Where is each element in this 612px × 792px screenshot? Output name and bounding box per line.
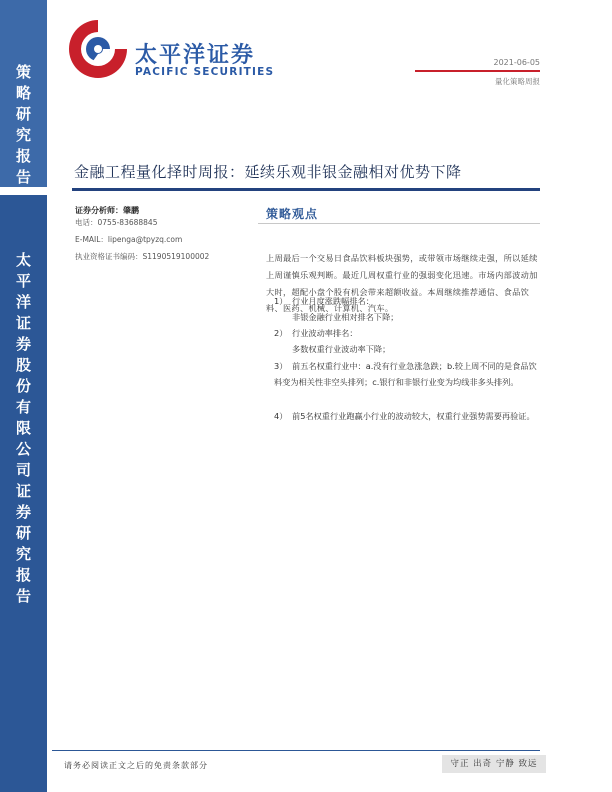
list-item-text: 行业月度涨跌幅排名： [292, 296, 374, 306]
disclaimer-notice: 请务必阅读正文之后的免责条款部分 [64, 761, 208, 770]
list-item-text: 前五名权重行业中：a.没有行业急涨急跌；b.较上周不同的是食品饮料变为相关性非空头排列；c.银行和非银行业变为均线非多头排列。 [274, 361, 537, 388]
list-item [274, 293, 540, 309]
sidebar-char: 究 [15, 126, 31, 144]
list-item-number: 3） [274, 361, 288, 371]
sidebar-char: 司 [15, 461, 31, 479]
sidebar-char: 证 [15, 482, 31, 500]
sidebar-char: 平 [15, 272, 31, 290]
analyst-name: 肇鹏 [123, 206, 139, 215]
sidebar-char: 略 [15, 84, 31, 102]
strategy-view-divider [258, 223, 540, 224]
list-item [274, 325, 540, 341]
list-item-text: 前5名权重行业跑赢小行业的波动较大，权重行业强势需要再验证。 [292, 411, 535, 421]
strategy-paragraph: 上周最后一个交易日食品饮料板块强势，或带领市场继续走强，所以延续上周谨慎乐观判断。最近几周权重行业的强弱变化迅速。市场内部波动加大时，超配小盘个股有机会带来超额收益。本周继续推荐通信、食品饮料、医药、机械、计算机、汽车。 [266, 253, 538, 314]
title-divider [72, 188, 540, 191]
sidebar-char: 研 [15, 524, 31, 542]
sidebar-char: 公 [15, 440, 31, 458]
footer-motto: 守正 出奇 宁静 致远 [450, 759, 538, 769]
list-item-sub: 多数权重行业波动率下降； [292, 344, 391, 354]
sidebar-char: 券 [15, 503, 31, 521]
list-item [274, 358, 540, 390]
sidebar-char: 洋 [15, 293, 31, 311]
sidebar-char: 券 [15, 335, 31, 353]
brand-name-en: PACIFIC SECURITIES [135, 66, 275, 78]
sidebar-char: 报 [15, 147, 31, 165]
sidebar-company-name [0, 250, 47, 607]
strategy-view-heading: 策略观点 [266, 207, 319, 221]
list-item-number: 4） [274, 411, 288, 421]
list-item [274, 408, 540, 424]
page-title: 金融工程量化择时周报：延续乐观非银金融相对优势下降 [74, 163, 462, 181]
sidebar-char: 策 [15, 63, 31, 81]
pacific-securities-logo-icon [63, 16, 133, 82]
analyst-phone: 电话：0755-83688845 [75, 218, 158, 227]
sidebar-char: 太 [15, 251, 31, 269]
brand-name-cn: 太平洋证券 [135, 43, 256, 68]
sidebar-char: 份 [15, 377, 31, 395]
report-date: 2021-06-05 [493, 58, 540, 67]
sidebar-char: 报 [15, 566, 31, 584]
sidebar-char: 证 [15, 314, 31, 332]
list-item-text: 行业波动率排名： [292, 328, 358, 338]
sidebar-char: 有 [15, 398, 31, 416]
header-red-rule [415, 70, 540, 72]
analyst-email[interactable]: E-MAIL：lipenga@tpyzq.com [75, 235, 183, 244]
analyst-label: 证券分析师： [75, 206, 123, 215]
sidebar-char: 究 [15, 545, 31, 563]
analyst-license: 执业资格证书编码：S1190519100002 [75, 252, 210, 261]
list-item-number: 1） [274, 296, 288, 306]
footer-motto-box [442, 755, 546, 773]
list-item-number: 2） [274, 328, 288, 338]
sidebar-char: 告 [15, 587, 31, 605]
sidebar-char: 限 [15, 419, 31, 437]
sidebar-report-type [0, 62, 47, 188]
report-type-label: 量化策略周报 [495, 77, 540, 86]
list-item-sub: 非银金融行业相对排名下降； [292, 312, 399, 322]
analyst-line [75, 205, 139, 216]
footer-divider [52, 750, 540, 751]
sidebar-char: 股 [15, 356, 31, 374]
sidebar-char: 告 [15, 168, 31, 186]
sidebar-char: 研 [15, 105, 31, 123]
